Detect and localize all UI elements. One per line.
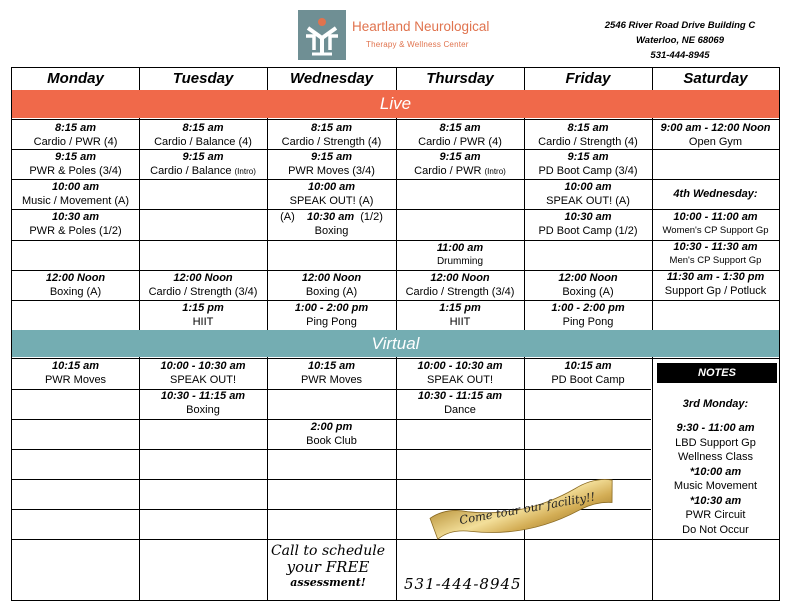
class-slot: 10:15 am PD Boot Camp [551, 360, 625, 386]
class-slot: 10:15 am PWR Moves [44, 360, 107, 386]
cta-line1: Call to schedule [270, 543, 386, 559]
class-slot: 10:00 - 11:00 am Women's CP Support Gp [662, 211, 769, 236]
logo-subtitle: Therapy & Wellness Center [366, 40, 469, 49]
class-slot: 1:00 - 2:00 pm Ping Pong [294, 302, 369, 328]
virtual-band: Virtual [12, 330, 779, 357]
class-slot: 1:00 - 2:00 pm Ping Pong [551, 302, 625, 328]
class-slot: 10:30 am PD Boot Camp (1/2) [538, 211, 638, 237]
address-phone: 531-444-8945 [650, 50, 710, 61]
notes-heading: 3rd Monday: [682, 398, 749, 410]
day-friday: Friday [565, 70, 611, 87]
notes-label: NOTES [657, 363, 777, 383]
cta-line2: your FREE [286, 558, 370, 576]
class-slot: 9:15 am PD Boot Camp (3/4) [538, 151, 638, 177]
class-slot: 10:00 am SPEAK OUT! (A) [546, 181, 630, 207]
class-slot: 10:30 - 11:15 am Boxing [160, 390, 246, 416]
center-logo [298, 10, 498, 62]
class-slot: 10:00 am SPEAK OUT! (A) [289, 181, 374, 207]
class-slot: 10:30 - 11:30 am Men's CP Support Gp [669, 241, 762, 266]
logo-title: Heartland Neurological [352, 19, 490, 34]
class-slot: 12:00 Noon Cardio / Strength (3/4) [148, 272, 258, 298]
address-city: Waterloo, NE 68069 [635, 35, 724, 46]
cta-block [268, 543, 388, 591]
day-thursday: Thursday [426, 70, 494, 87]
day-monday: Monday [47, 70, 104, 87]
sat-4th-wednesday-heading: 4th Wednesday: [673, 188, 758, 200]
class-slot: 8:15 am Cardio / Strength (4) [538, 122, 638, 148]
class-slot: 9:15 am PWR & Poles (3/4) [29, 151, 122, 177]
class-slot: 8:15 am Cardio / Balance (4) [154, 122, 252, 148]
class-slot: 12:00 Noon Boxing (A) [301, 272, 362, 298]
class-slot: 9:00 am - 12:00 Noon Open Gym [660, 122, 771, 148]
class-slot: 9:15 am Cardio / Balance (Intro) [150, 151, 256, 177]
day-wednesday: Wednesday [289, 70, 374, 87]
class-slot: 12:00 Noon Boxing (A) [45, 272, 106, 298]
notes-body: 9:30 - 11:00 am LBD Support Gp Wellness Class *10:00 am Music Movement *10:30 am PWR Circuit Do Not Occur [673, 422, 758, 536]
cta-phone: 531-444-8945 [404, 575, 522, 593]
class-slot: 10:30 am PWR & Poles (1/2) [29, 211, 122, 237]
class-slot: 10:00 - 10:30 am SPEAK OUT! [160, 360, 246, 386]
class-slot: (A) 10:30 am (1/2) Boxing [280, 211, 383, 237]
class-slot: 9:15 am PWR Moves (3/4) [288, 151, 375, 177]
class-slot: 8:15 am Cardio / PWR (4) [33, 122, 118, 148]
day-tuesday: Tuesday [172, 70, 234, 87]
cta-line3: assessment! [290, 576, 366, 589]
class-slot: 8:15 am Cardio / PWR (4) [418, 122, 502, 148]
class-slot: 10:00 - 10:30 am SPEAK OUT! [417, 360, 503, 386]
class-slot: 11:30 am - 1:30 pm Support Gp / Potluck [664, 271, 767, 297]
day-saturday: Saturday [683, 70, 748, 87]
class-slot: 11:00 am Drumming [436, 242, 484, 267]
class-slot: 8:15 am Cardio / Strength (4) [281, 122, 382, 148]
class-slot: 10:30 - 11:15 am Dance [417, 390, 503, 416]
class-slot: 1:15 pm HIIT [182, 302, 224, 328]
class-slot: 9:15 am Cardio / PWR (Intro) [414, 151, 506, 177]
class-slot: 1:15 pm HIIT [439, 302, 481, 328]
logo-mark-icon [298, 10, 346, 60]
ribbon-text: Come tour our facility!! [458, 489, 597, 528]
live-band: Live [12, 90, 779, 118]
class-slot: 12:00 Noon Boxing (A) [558, 272, 618, 298]
class-slot: 12:00 Noon Cardio / Strength (3/4) [405, 272, 515, 298]
address-line: 2546 River Road Drive Building C [604, 20, 756, 31]
address-block [595, 18, 765, 63]
class-slot: 10:15 am PWR Moves [300, 360, 363, 386]
class-slot: 10:00 am Music / Movement (A) [22, 181, 129, 207]
class-slot: 2:00 pm Book Club [306, 421, 357, 447]
